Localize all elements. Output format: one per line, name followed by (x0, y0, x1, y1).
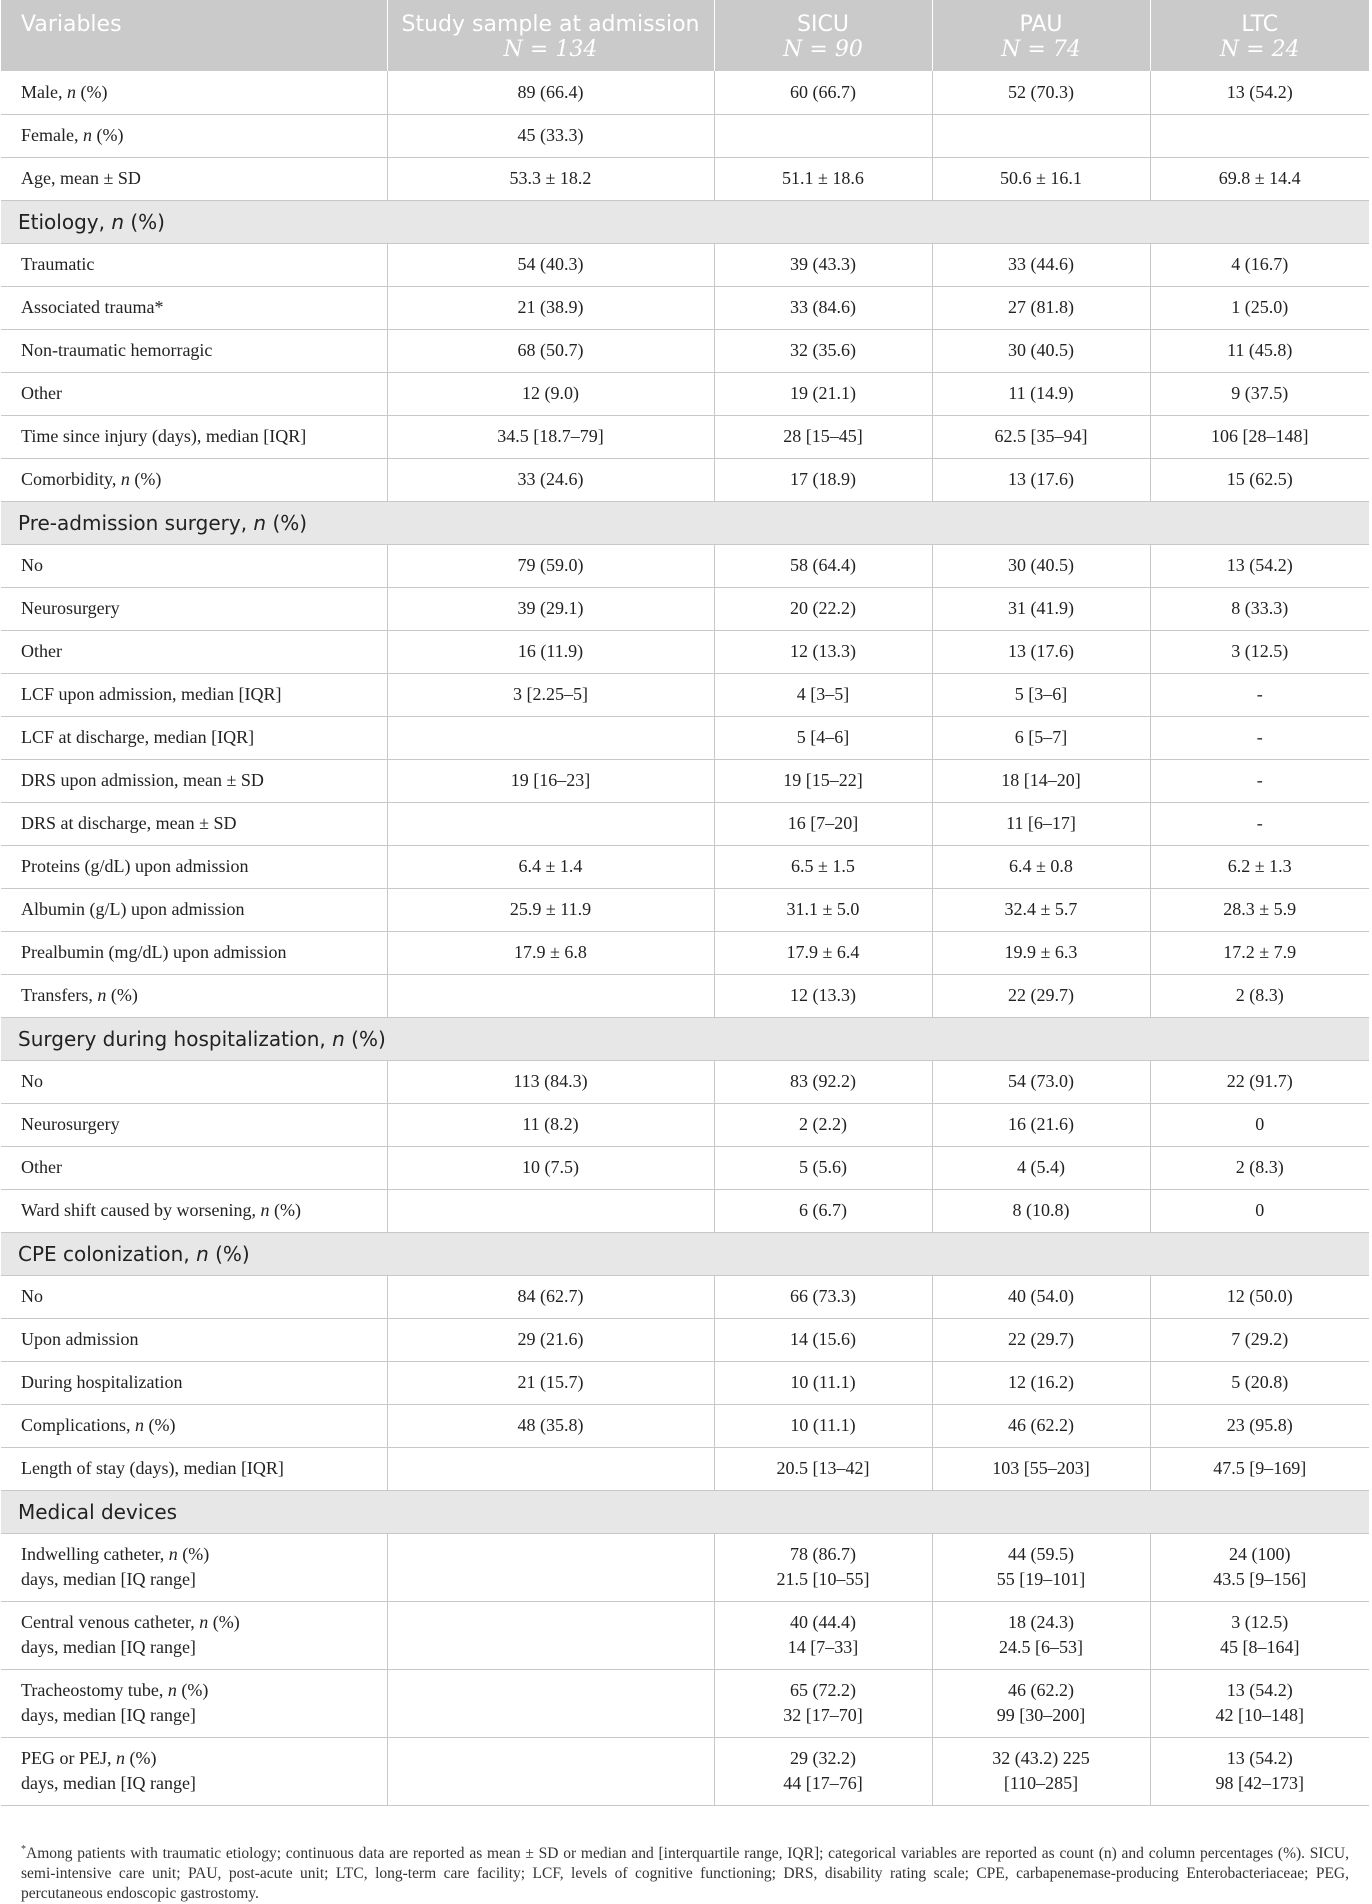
cell-value (387, 1533, 714, 1601)
row-label-line: Tracheostomy tube, n (%) (21, 1680, 209, 1700)
header-sicu (714, 0, 932, 71)
cell-line-count: 13 (54.2) (1226, 1748, 1293, 1768)
cell-value (932, 114, 1150, 157)
header-study-sample-n: N = 134 (503, 37, 598, 62)
cell-value: 39 (29.1) (387, 587, 714, 630)
cell-value: 13 (17.6) (932, 458, 1150, 501)
section-row-surgery-during-hospitalization-n (1, 1017, 1369, 1060)
section-title: Pre-admission surgery, n (%) (1, 501, 1369, 544)
cell-line-days: 43.5 [9–156] (1213, 1569, 1307, 1589)
table-row (1, 286, 1369, 329)
cell-value (387, 1447, 714, 1490)
row-label: Transfers, n (%) (1, 974, 387, 1017)
cell-value: 28.3 ± 5.9 (1150, 888, 1369, 931)
cell-value: 11 [6–17] (932, 802, 1150, 845)
row-label: Neurosurgery (1, 587, 387, 630)
cell-value: 5 [3–6] (932, 673, 1150, 716)
cell-value: 17.9 ± 6.4 (714, 931, 932, 974)
row-label-line: Indwelling catheter, n (%) (21, 1544, 210, 1564)
cell-value: 54 (40.3) (387, 243, 714, 286)
header-ltc-title: LTC (1241, 12, 1279, 37)
cell-value: 30 (40.5) (932, 329, 1150, 372)
cell-value: 15 (62.5) (1150, 458, 1369, 501)
row-label: Complications, n (%) (1, 1404, 387, 1447)
row-label (1, 1737, 387, 1805)
cell-value: 20 (22.2) (714, 587, 932, 630)
cell-value: 16 [7–20] (714, 802, 932, 845)
row-sublabel-line: days, median [IQ range] (21, 1705, 196, 1725)
cell-line-count: 3 (12.5) (1231, 1612, 1289, 1632)
table-row (1, 673, 1369, 716)
cell-value: 17.2 ± 7.9 (1150, 931, 1369, 974)
cell-value: 27 (81.8) (932, 286, 1150, 329)
cell-value: 20.5 [13–42] (714, 1447, 932, 1490)
row-label: During hospitalization (1, 1361, 387, 1404)
cell-value (1150, 1669, 1369, 1737)
table-body (1, 71, 1369, 1805)
cell-value: 30 (40.5) (932, 544, 1150, 587)
cell-value: 48 (35.8) (387, 1404, 714, 1447)
cell-value (1150, 1601, 1369, 1669)
table-row (1, 974, 1369, 1017)
row-sublabel-line: days, median [IQ range] (21, 1773, 196, 1793)
table-row (1, 71, 1369, 114)
cell-value: 17 (18.9) (714, 458, 932, 501)
cell-value: 66 (73.3) (714, 1275, 932, 1318)
cell-line-days: 24.5 [6–53] (999, 1637, 1083, 1657)
cell-value: 22 (91.7) (1150, 1060, 1369, 1103)
row-label (1, 1601, 387, 1669)
footnote-text: Among patients with traumatic etiology; continuous data are reported as mean ± SD or median and [interquartile range, IQR]; categorical variables are reported as count (n) and column percentages (%). SICU, semi-intensive care unit; PAU, post-acute unit; LTC, long-term care facility; LCF, levels of cognitive functioning; DRS, disability rating scale; CPE, carbapenemase-producing Enterobacteriaceae; PEG, percutaneous endoscopic gastrostomy. (21, 1845, 1349, 1903)
section-row-pre-admission-surgery-n (1, 501, 1369, 544)
cell-value: - (1150, 759, 1369, 802)
cell-value (932, 1737, 1150, 1805)
cell-value: 18 [14–20] (932, 759, 1150, 802)
row-label (1, 1669, 387, 1737)
cell-value: 5 (5.6) (714, 1146, 932, 1189)
row-label: Comorbidity, n (%) (1, 458, 387, 501)
row-label: Length of stay (days), median [IQR] (1, 1447, 387, 1490)
table-footnote (21, 1840, 1349, 1904)
table-row (1, 931, 1369, 974)
cell-value: 11 (45.8) (1150, 329, 1369, 372)
header-pau-n: N = 74 (1001, 37, 1081, 62)
cell-value (714, 1669, 932, 1737)
row-label: Other (1, 630, 387, 673)
table-row (1, 157, 1369, 200)
table-row (1, 415, 1369, 458)
cell-value (714, 1533, 932, 1601)
cell-value: 68 (50.7) (387, 329, 714, 372)
table-row (1, 888, 1369, 931)
table-row (1, 329, 1369, 372)
table-row-device (1, 1533, 1369, 1601)
table-row (1, 845, 1369, 888)
table-row-device (1, 1669, 1369, 1737)
cell-value (387, 802, 714, 845)
cell-value: 12 (13.3) (714, 630, 932, 673)
table-row (1, 1447, 1369, 1490)
cell-value: 79 (59.0) (387, 544, 714, 587)
cell-value (932, 1669, 1150, 1737)
cell-value: 19 [15–22] (714, 759, 932, 802)
characteristics-table (1, 0, 1369, 1806)
row-label: Male, n (%) (1, 71, 387, 114)
row-label: DRS at discharge, mean ± SD (1, 802, 387, 845)
cell-value (1150, 1737, 1369, 1805)
table-row (1, 1318, 1369, 1361)
cell-value: 32.4 ± 5.7 (932, 888, 1150, 931)
cell-value: 12 (50.0) (1150, 1275, 1369, 1318)
cell-value: 4 (16.7) (1150, 243, 1369, 286)
table-row (1, 1404, 1369, 1447)
cell-value: 10 (11.1) (714, 1361, 932, 1404)
row-label: No (1, 1060, 387, 1103)
table-row (1, 587, 1369, 630)
section-row-medical-devices (1, 1490, 1369, 1533)
cell-value: 84 (62.7) (387, 1275, 714, 1318)
row-label: Upon admission (1, 1318, 387, 1361)
cell-value (387, 974, 714, 1017)
table-row (1, 1060, 1369, 1103)
cell-value (387, 1189, 714, 1232)
cell-value: 113 (84.3) (387, 1060, 714, 1103)
cell-value: 8 (33.3) (1150, 587, 1369, 630)
row-sublabel-line: days, median [IQ range] (21, 1637, 196, 1657)
cell-value: 12 (13.3) (714, 974, 932, 1017)
footnote-marker: * (21, 1844, 26, 1855)
cell-value: 53.3 ± 18.2 (387, 157, 714, 200)
cell-value: 22 (29.7) (932, 974, 1150, 1017)
cell-line-count: 40 (44.4) (790, 1612, 856, 1632)
table-row (1, 759, 1369, 802)
table-row (1, 1361, 1369, 1404)
cell-value: 7 (29.2) (1150, 1318, 1369, 1361)
cell-value: 4 (5.4) (932, 1146, 1150, 1189)
table-row (1, 1189, 1369, 1232)
cell-value: 89 (66.4) (387, 71, 714, 114)
table-row (1, 716, 1369, 759)
cell-value: 45 (33.3) (387, 114, 714, 157)
cell-value (714, 1601, 932, 1669)
cell-line-days: 44 [17–76] (783, 1773, 863, 1793)
row-label: LCF upon admission, median [IQR] (1, 673, 387, 716)
cell-value (1150, 1533, 1369, 1601)
cell-value: 34.5 [18.7–79] (387, 415, 714, 458)
row-label: Neurosurgery (1, 1103, 387, 1146)
cell-value: 2 (8.3) (1150, 1146, 1369, 1189)
cell-value: 22 (29.7) (932, 1318, 1150, 1361)
table-row (1, 802, 1369, 845)
cell-value: 32 (35.6) (714, 329, 932, 372)
cell-value: 29 (21.6) (387, 1318, 714, 1361)
cell-value: 54 (73.0) (932, 1060, 1150, 1103)
cell-value: 23 (95.8) (1150, 1404, 1369, 1447)
row-label: Albumin (g/L) upon admission (1, 888, 387, 931)
row-label: Traumatic (1, 243, 387, 286)
section-row-etiology-n (1, 200, 1369, 243)
cell-value: 4 [3–5] (714, 673, 932, 716)
header-study-sample (387, 0, 714, 71)
row-label: Non-traumatic hemorragic (1, 329, 387, 372)
row-label: Associated trauma* (1, 286, 387, 329)
cell-value: 28 [15–45] (714, 415, 932, 458)
table-row (1, 243, 1369, 286)
section-title: Etiology, n (%) (1, 200, 1369, 243)
section-title: Medical devices (1, 1490, 1369, 1533)
table-row (1, 1103, 1369, 1146)
cell-value: 33 (44.6) (932, 243, 1150, 286)
cell-value: 0 (1150, 1189, 1369, 1232)
cell-value: 39 (43.3) (714, 243, 932, 286)
row-label: Other (1, 1146, 387, 1189)
row-label (1, 1533, 387, 1601)
cell-value (932, 1533, 1150, 1601)
table-header (1, 0, 1369, 71)
cell-line-count: 29 (32.2) (790, 1748, 856, 1768)
row-label: DRS upon admission, mean ± SD (1, 759, 387, 802)
cell-value: 69.8 ± 14.4 (1150, 157, 1369, 200)
table-row (1, 114, 1369, 157)
cell-line-days: 45 [8–164] (1220, 1637, 1300, 1657)
cell-value: 2 (2.2) (714, 1103, 932, 1146)
row-label: No (1, 1275, 387, 1318)
cell-value: 11 (8.2) (387, 1103, 714, 1146)
cell-value: 83 (92.2) (714, 1060, 932, 1103)
row-label: Prealbumin (mg/dL) upon admission (1, 931, 387, 974)
cell-line-days: 42 [10–148] (1215, 1705, 1304, 1725)
header-variables: Variables (1, 0, 387, 71)
table-row (1, 1275, 1369, 1318)
section-title: CPE colonization, n (%) (1, 1232, 1369, 1275)
cell-value: 21 (15.7) (387, 1361, 714, 1404)
cell-value: 106 [28–148] (1150, 415, 1369, 458)
cell-value: 1 (25.0) (1150, 286, 1369, 329)
header-study-sample-title: Study sample at admission (401, 12, 700, 37)
cell-value: 13 (54.2) (1150, 544, 1369, 587)
table-container (1, 0, 1369, 1903)
header-pau-title: PAU (1019, 12, 1063, 37)
cell-value: 25.9 ± 11.9 (387, 888, 714, 931)
cell-value: 58 (64.4) (714, 544, 932, 587)
row-label: Ward shift caused by worsening, n (%) (1, 1189, 387, 1232)
cell-value: - (1150, 802, 1369, 845)
row-label: No (1, 544, 387, 587)
cell-value: 51.1 ± 18.6 (714, 157, 932, 200)
row-label: LCF at discharge, median [IQR] (1, 716, 387, 759)
cell-value: 11 (14.9) (932, 372, 1150, 415)
cell-value: 50.6 ± 16.1 (932, 157, 1150, 200)
cell-value (932, 1601, 1150, 1669)
cell-line-days: 98 [42–173] (1215, 1773, 1304, 1793)
cell-value: 19 [16–23] (387, 759, 714, 802)
row-label: Age, mean ± SD (1, 157, 387, 200)
cell-value: 19.9 ± 6.3 (932, 931, 1150, 974)
cell-value: 12 (9.0) (387, 372, 714, 415)
cell-value: 33 (84.6) (714, 286, 932, 329)
cell-value: 60 (66.7) (714, 71, 932, 114)
cell-value: 6.4 ± 1.4 (387, 845, 714, 888)
header-pau (932, 0, 1150, 71)
cell-value: 14 (15.6) (714, 1318, 932, 1361)
header-ltc-n: N = 24 (1219, 37, 1300, 62)
cell-value: 103 [55–203] (932, 1447, 1150, 1490)
row-label: Time since injury (days), median [IQR] (1, 415, 387, 458)
cell-line-days: 14 [7–33] (787, 1637, 859, 1657)
cell-line-count: 78 (86.7) (790, 1544, 856, 1564)
cell-line-days: 32 [17–70] (783, 1705, 863, 1725)
row-label: Other (1, 372, 387, 415)
section-title: Surgery during hospitalization, n (%) (1, 1017, 1369, 1060)
cell-value: 13 (17.6) (932, 630, 1150, 673)
cell-value: 16 (11.9) (387, 630, 714, 673)
cell-value: 2 (8.3) (1150, 974, 1369, 1017)
table-row (1, 372, 1369, 415)
row-label-line: Central venous catheter, n (%) (21, 1612, 240, 1632)
cell-line-days: 99 [30–200] (996, 1705, 1086, 1725)
cell-value: 13 (54.2) (1150, 71, 1369, 114)
cell-value: 46 (62.2) (932, 1404, 1150, 1447)
header-sicu-title: SICU (797, 12, 849, 37)
cell-value: 33 (24.6) (387, 458, 714, 501)
cell-value: 5 [4–6] (714, 716, 932, 759)
table-row-device (1, 1737, 1369, 1805)
cell-value: 62.5 [35–94] (932, 415, 1150, 458)
cell-value: 31 (41.9) (932, 587, 1150, 630)
cell-value (714, 1737, 932, 1805)
cell-line-count: 44 (59.5) (1008, 1544, 1074, 1564)
row-sublabel-line: days, median [IQ range] (21, 1569, 196, 1589)
cell-value: 31.1 ± 5.0 (714, 888, 932, 931)
cell-value (714, 114, 932, 157)
cell-value: 16 (21.6) (932, 1103, 1150, 1146)
table-row (1, 458, 1369, 501)
header-sicu-n: N = 90 (783, 37, 863, 62)
table-row-device (1, 1601, 1369, 1669)
cell-line-count: 24 (100) (1229, 1544, 1291, 1564)
table-row (1, 630, 1369, 673)
cell-line-count: 13 (54.2) (1226, 1680, 1293, 1700)
cell-value: 40 (54.0) (932, 1275, 1150, 1318)
cell-line-count: 32 (43.2) 225 (992, 1748, 1090, 1768)
cell-line-count: 46 (62.2) (1008, 1680, 1074, 1700)
table-row (1, 544, 1369, 587)
cell-value: 21 (38.9) (387, 286, 714, 329)
cell-value: - (1150, 673, 1369, 716)
cell-value (387, 716, 714, 759)
table-row (1, 1146, 1369, 1189)
cell-value: 0 (1150, 1103, 1369, 1146)
cell-value (1150, 114, 1369, 157)
cell-value (387, 1601, 714, 1669)
cell-value: 6.2 ± 1.3 (1150, 845, 1369, 888)
cell-value: 19 (21.1) (714, 372, 932, 415)
cell-value: - (1150, 716, 1369, 759)
cell-value: 10 (7.5) (387, 1146, 714, 1189)
cell-line-days: [110–285] (1003, 1773, 1079, 1793)
cell-value: 6.5 ± 1.5 (714, 845, 932, 888)
cell-value: 10 (11.1) (714, 1404, 932, 1447)
cell-value: 12 (16.2) (932, 1361, 1150, 1404)
cell-value (387, 1669, 714, 1737)
section-row-cpe-colonization-n (1, 1232, 1369, 1275)
cell-value: 17.9 ± 6.8 (387, 931, 714, 974)
cell-value: 47.5 [9–169] (1150, 1447, 1369, 1490)
cell-line-count: 18 (24.3) (1008, 1612, 1074, 1632)
header-ltc (1150, 0, 1369, 71)
row-label-line: PEG or PEJ, n (%) (21, 1748, 157, 1768)
row-label: Female, n (%) (1, 114, 387, 157)
cell-value: 6.4 ± 0.8 (932, 845, 1150, 888)
cell-value: 6 [5–7] (932, 716, 1150, 759)
cell-value: 3 [2.25–5] (387, 673, 714, 716)
cell-line-count: 65 (72.2) (790, 1680, 856, 1700)
cell-value: 9 (37.5) (1150, 372, 1369, 415)
cell-line-days: 21.5 [10–55] (776, 1569, 870, 1589)
cell-value: 52 (70.3) (932, 71, 1150, 114)
row-label: Proteins (g/dL) upon admission (1, 845, 387, 888)
cell-value: 8 (10.8) (932, 1189, 1150, 1232)
cell-value: 3 (12.5) (1150, 630, 1369, 673)
cell-value: 5 (20.8) (1150, 1361, 1369, 1404)
cell-value (387, 1737, 714, 1805)
cell-value: 6 (6.7) (714, 1189, 932, 1232)
cell-line-days: 55 [19–101] (996, 1569, 1086, 1589)
